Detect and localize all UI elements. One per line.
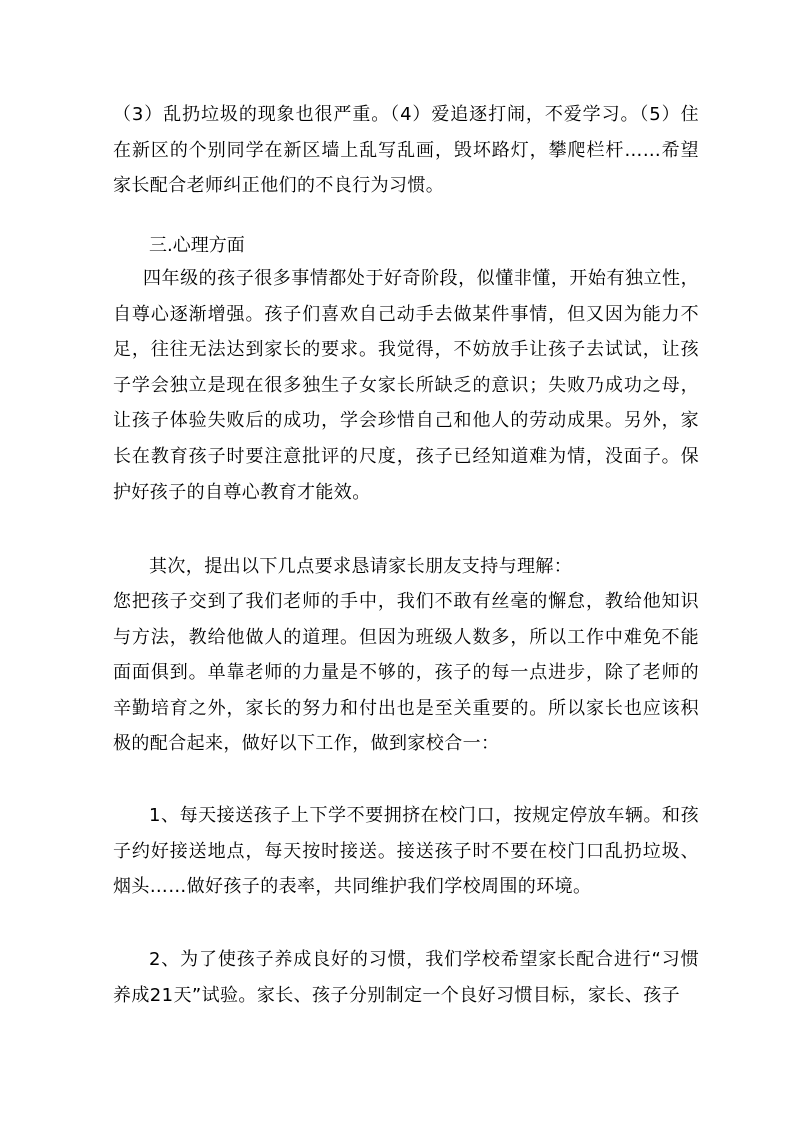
section-heading-psychology: 三.心理方面: [149, 235, 245, 256]
list-item-1: 1、每天接送孩子上下学不要拥挤在校门口，按规定停放车辆。和孩子约好接送地点，每天按时接送。接送孩子时不要在校门口乱扔垃圾、烟头……做好孩子的表率，共同维护我们学校周围的环境。: [113, 805, 699, 898]
paragraph-behavior-issues: （3）乱扔垃圾的现象也很严重。（4）爱追逐打闹，不爱学习。（5）住在新区的个别同学在新区墙上乱写乱画，毁坏路灯，攀爬栏杆……希望家长配合老师纠正他们的不良行为习惯。: [113, 104, 699, 197]
paragraph-psychology: 四年级的孩子很多事情都处于好奇阶段，似懂非懂，开始有独立性，自尊心逐渐增强。孩子们喜欢自己动手去做某件事情，但又因为能力不足，往往无法达到家长的要求。我觉得，不妨放手让孩子去试试，让孩子学会独立是现在很多独生子女家长所缺乏的意识；失败乃成功之母，让孩子体验失败后的成功，学会珍惜自己和他人的劳动成果。另外，家长在教育孩子时要注意批评的尺度，孩子已经知道难为情，没面子。保护好孩子的自尊心教育才能效。: [113, 268, 699, 503]
list-item-2: 2、为了使孩子养成良好的习惯，我们学校希望家长配合进行“习惯养成21天”试验。家长、孩子分别制定一个良好习惯目标，家长、孩子: [113, 949, 699, 1006]
paragraph-requests-intro: 其次，提出以下几点要求恳请家长朋友支持与理解：: [149, 556, 573, 577]
paragraph-teacher-statement: 您把孩子交到了我们老师的手中，我们不敢有丝毫的懈怠，教给他知识与方法，教给他做人的道理。但因为班级人数多，所以工作中难免不能面面俱到。单靠老师的力量是不够的，孩子的每一点进步，除了老师的辛勤培育之外，家长的努力和付出也是至关重要的。所以家长也应该积极的配合起来，做好以下工作，做到家校合一：: [113, 591, 699, 755]
